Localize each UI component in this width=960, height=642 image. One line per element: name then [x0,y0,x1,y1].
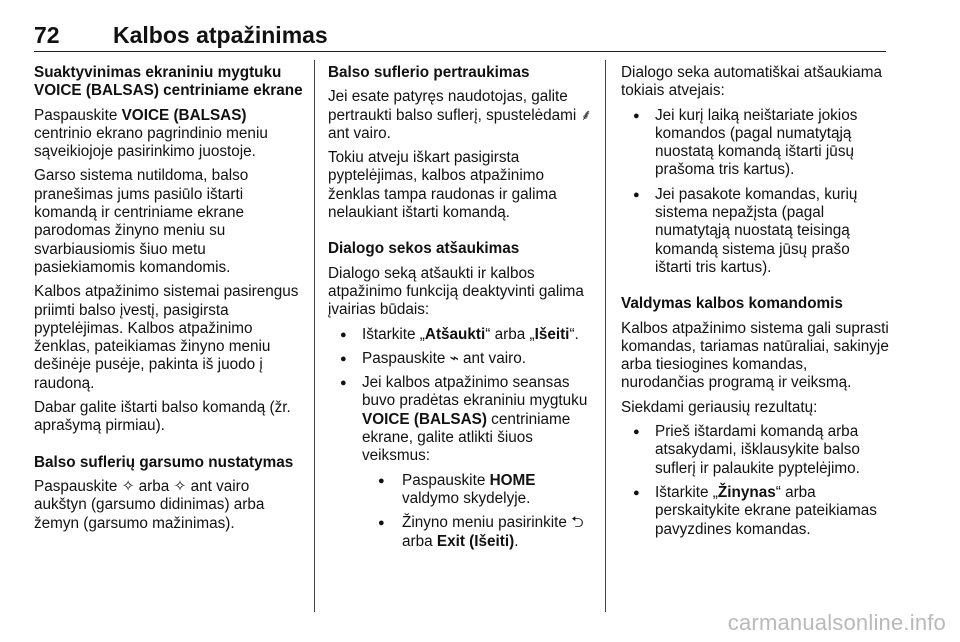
text: centriniame ekrane, galite atlikti šiuos veiksmus: [362,410,571,465]
list-item: ● Jei pasakote komandas, kurių sistema nepažįsta (pagal numatytąją nuostatą teisingą komandą sistema jūsų prašo ištarti tris kartus). [621,186,889,277]
section-heading-volume: Balso suflerių garsumo nustatymas [34,453,294,471]
paragraph: Paspauskite ✧ arba ✧ ant vairo aukštyn (garsumo didinimas) arba žemyn (garsumo mažinimas). [34,477,265,532]
text: valdymo skydelyje. [402,489,531,507]
list-item: ● Paspauskite ⌁ ant vairo. [328,350,596,368]
page-number: 72 [34,22,60,48]
list-item [362,514,596,551]
header-rule [34,51,886,52]
paragraph: Dabar galite ištarti balso komandą (žr. aprašymą pirmiau). [34,399,291,435]
text: Ištarkite „ [655,483,718,501]
list-item [328,326,596,344]
text: centrinio ekrano pagrindinio meniu sąveikiojoje pasirinkimo juostoje. [34,124,268,161]
paragraph: Kalbos atpažinimo sistema gali suprasti komandas, tariamas natūraliai, sakinyje arba tiesiogines komandas, nurodančias programą ir veiksmą. [621,319,889,392]
list-item: ● Prieš ištardami komandą arba atsakydami, išklausykite balso suflerį ir palaukite pyptelėjimo. [621,423,889,478]
paragraph: Siekdami geriausių rezultatų: [621,398,818,416]
paragraph: Kalbos atpažinimo sistemai pasirengus priimti balso įvestį, pasigirsta pyptelėjimas. Kalbos atpažinimo ženklas, pateikiamas žinyno meniu dešinėje pusėje, pakinta iš juodo į raudoną. [34,283,299,392]
list-item [621,484,889,539]
text: Paspauskite [34,106,122,124]
column-1 [34,64,306,539]
page-header [34,22,886,48]
text: Paspauskite [402,471,490,489]
paragraph: Jei esate patyręs naudotojas, galite pertraukti balso suflerį, spustelėdami ⸙ ant vairo. [328,88,592,142]
bold-term: VOICE (BALSAS) [362,410,487,428]
paragraph: Dialogo seka automatiškai atšaukiama tokiais atvejais: [621,64,883,100]
paragraph: Garso sistema nutildoma, balso pranešimas jums pasiūlo ištarti komandą ir centriniame ekrane parodomas žinyno meniu su svarbiausiomis šiuo metu pasiekiamomis komandomis. [34,167,249,276]
section-heading-cancel: Dialogo sekos atšaukimas [328,240,520,258]
bold-term: HOME [489,471,536,489]
text: . [514,532,519,550]
bold-term: Žinynas [717,483,776,501]
list-item [328,374,596,551]
paragraph: Dialogo seką atšaukti ir kalbos atpažinimo funkciją deaktyvinti galima įvairias būdais: [328,264,584,319]
bullet-list [328,326,596,551]
text: “. [569,325,579,343]
bullet-list [621,423,889,539]
bullet-list [621,107,889,278]
bold-term: Atšaukti [424,325,486,343]
text: Žinyno meniu pasirinkite ⮌ arba [402,514,584,550]
sub-bullet-list [362,472,596,551]
bold-term: VOICE (BALSAS) [121,106,247,124]
text: Jei kalbos atpažinimo seansas buvo pradėtas ekraniniu mygtuku [362,374,588,410]
column-divider-1 [314,60,315,612]
column-2 [328,64,596,557]
page-title: Kalbos atpažinimas [113,22,328,48]
section-heading-interrupt: Balso suflerio pertraukimas [328,64,530,81]
bold-term: Exit (Išeiti) [436,532,515,550]
list-item: ● Jei kurį laiką neištariate jokios komandos (pagal numatytąją nuostatą komandą ištarti jūsų prašoma tris kartus). [621,107,889,180]
watermark: carmanualsonline.info [727,610,946,635]
paragraph: Tokiu atveju iškart pasigirsta pyptelėjimas, kalbos atpažinimo ženklas tampa raudonas ir galima nelaukiant ištarti komandą. [328,149,557,222]
section-heading-voice-activation: Suaktyvinimas ekraniniu mygtuku VOICE (BALSAS) centriniame ekrane [34,64,303,100]
text: Ištarkite „ [362,325,425,343]
column-divider-2 [605,60,606,612]
bold-term: Išeiti [534,325,570,343]
column-3 [621,64,889,545]
text: “ arba „ [485,325,535,343]
paragraph [34,107,306,162]
text: “ arba perskaitykite ekrane pateikiamas pavyzdines komandas. [655,483,877,538]
list-item [362,472,596,509]
section-heading-voice-control: Valdymas kalbos komandomis [621,295,843,313]
